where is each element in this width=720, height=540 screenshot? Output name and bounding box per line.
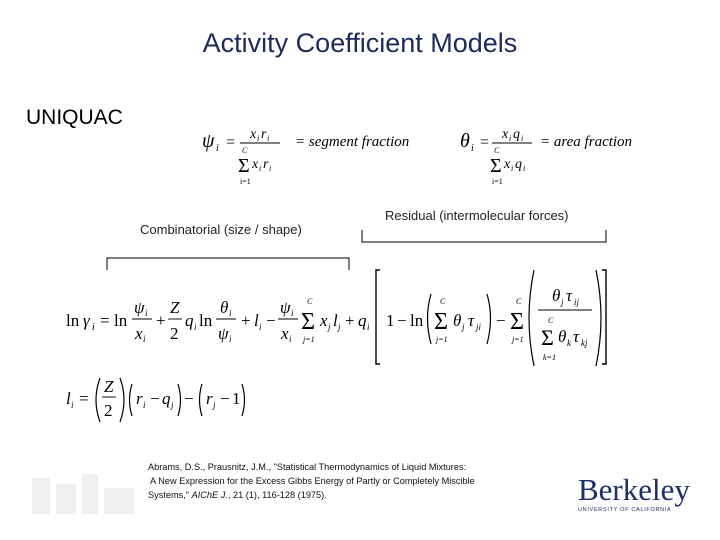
svg-text:x: x [504,157,511,172]
svg-text:k=1: k=1 [543,353,556,362]
svg-text:j=1: j=1 [303,335,315,344]
svg-text:Σ: Σ [510,309,524,335]
svg-text:+: + [345,311,355,330]
svg-text:i: i [289,334,292,344]
svg-text:i: i [523,164,526,173]
svg-text:r: r [263,157,269,172]
svg-text:i: i [194,322,197,332]
svg-text:i: i [145,308,148,318]
svg-text:C: C [440,297,446,306]
svg-text:i: i [511,164,514,173]
svg-text:C: C [548,316,554,325]
svg-text:−: − [184,389,194,408]
svg-text:Σ: Σ [238,155,250,177]
svg-text:θ: θ [552,286,561,305]
svg-text:j: j [462,322,465,332]
logo-wordmark: Berkeley [578,472,690,507]
svg-text:Σ: Σ [434,309,448,335]
svg-text:j: j [328,322,331,332]
svg-text:θ: θ [220,298,229,317]
reference-line-2: A New Expression for the Excess Gibbs Energy of Partly or Completely Miscible [148,476,475,486]
area-fraction-definition [458,120,658,190]
svg-text:i: i [257,134,260,143]
svg-text:C: C [494,146,500,155]
svg-text:=: = [79,389,89,408]
svg-text:j: j [171,400,174,410]
svg-text:j=1: j=1 [512,335,524,344]
svg-text:Σ: Σ [541,325,554,350]
journal-name: AIChE J. [191,490,228,500]
svg-text:ln: ln [410,311,424,330]
svg-text:i=1: i=1 [492,177,503,186]
svg-text:C: C [516,297,522,306]
uniquac-main-equation [60,266,620,370]
svg-text:i: i [471,143,474,154]
svg-text:Σ: Σ [301,309,315,335]
watermark-graphic [30,470,140,520]
svg-text:i=1: i=1 [240,177,251,186]
svg-text:θ: θ [460,130,470,152]
svg-text:τ: τ [468,311,475,330]
svg-text:ψ: ψ [134,298,145,317]
svg-text:2: 2 [170,324,179,343]
svg-text:l: l [254,311,259,330]
svg-text:ji: ji [476,322,482,332]
svg-text:x: x [320,311,328,330]
svg-text:l: l [66,389,71,408]
svg-text:kj: kj [581,338,588,348]
svg-text:ln: ln [199,311,213,330]
svg-text:−: − [496,311,506,330]
section-heading: UNIQUAC [26,106,123,129]
svg-text:x: x [281,324,289,343]
svg-text:γ: γ [83,311,90,330]
svg-text:q: q [513,127,520,142]
svg-text:i: i [521,134,524,143]
logo-subtitle: UNIVERSITY OF CALIFORNIA [578,507,672,513]
svg-text:i: i [229,308,232,318]
svg-text:j: j [213,400,216,410]
slide-title: Activity Coefficient Models [202,28,518,58]
svg-text:i: i [509,134,512,143]
svg-text:x: x [250,127,257,142]
svg-text:i: i [71,400,74,410]
svg-text:i: i [229,334,232,344]
svg-text:ψ: ψ [218,324,229,343]
svg-text:x: x [502,127,509,142]
svg-text:r: r [136,389,143,408]
reference-line-1: Abrams, D.S., Prausnitz, J.M., "Statistical Thermodynamics of Liquid Mixtures: [148,462,467,472]
svg-text:=: = [100,311,110,330]
svg-text:l: l [333,311,338,330]
svg-text:i: i [269,164,272,173]
svg-text:ψ: ψ [280,298,291,317]
svg-text:ln: ln [114,311,128,330]
svg-text:j=1: j=1 [436,335,448,344]
svg-text:1: 1 [386,311,395,330]
svg-text:Z: Z [104,377,114,396]
svg-text:i: i [216,143,219,154]
svg-text:Z: Z [170,298,180,317]
svg-text:q: q [358,311,367,330]
reference-line-3: Systems," AIChE J., 21 (1), 116-128 (1975). [148,490,327,500]
svg-text:θ: θ [453,311,462,330]
svg-text:k: k [567,338,571,348]
svg-text:Σ: Σ [490,155,502,177]
residual-label: Residual (intermolecular forces) [385,208,569,223]
svg-text:−: − [397,311,407,330]
svg-text:r: r [206,389,213,408]
svg-text:i: i [259,164,262,173]
li-equation [62,370,282,430]
svg-text:j: j [338,322,341,332]
svg-text:τ: τ [573,327,580,346]
svg-text:C: C [307,297,313,306]
svg-text:ln: ln [66,311,80,330]
svg-text:=: = [480,134,490,151]
combinatorial-label: Combinatorial (size / shape) [140,222,302,237]
svg-text:−: − [150,389,160,408]
svg-text:+: + [241,311,251,330]
svg-text:i: i [267,134,270,143]
area-fraction-label: = area fraction [540,134,633,150]
svg-text:θ: θ [558,327,567,346]
svg-text:i: i [367,322,370,332]
svg-text:q: q [185,311,194,330]
svg-text:j: j [561,297,564,307]
svg-text:q: q [515,157,522,172]
residual-bracket [360,228,612,248]
svg-text:=: = [226,134,236,151]
svg-text:i: i [291,308,294,318]
svg-text:i: i [92,322,95,333]
svg-text:ij: ij [574,297,580,307]
svg-text:C: C [242,146,248,155]
svg-text:+: + [156,311,166,330]
svg-text:q: q [162,389,171,408]
svg-text:−: − [220,389,230,408]
reference-citation [148,460,528,502]
svg-text:τ: τ [566,286,573,305]
svg-text:i: i [143,334,146,344]
svg-text:1: 1 [232,389,241,408]
svg-text:x: x [252,157,259,172]
svg-text:x: x [135,324,143,343]
berkeley-logo [578,474,690,513]
svg-text:r: r [261,127,267,142]
svg-text:ψ: ψ [202,130,215,152]
svg-text:−: − [266,311,276,330]
svg-text:i: i [143,400,146,410]
svg-text:2: 2 [104,401,113,420]
segment-fraction-label: = segment fraction [295,134,410,150]
segment-fraction-definition [200,120,440,190]
svg-text:i: i [259,322,262,332]
